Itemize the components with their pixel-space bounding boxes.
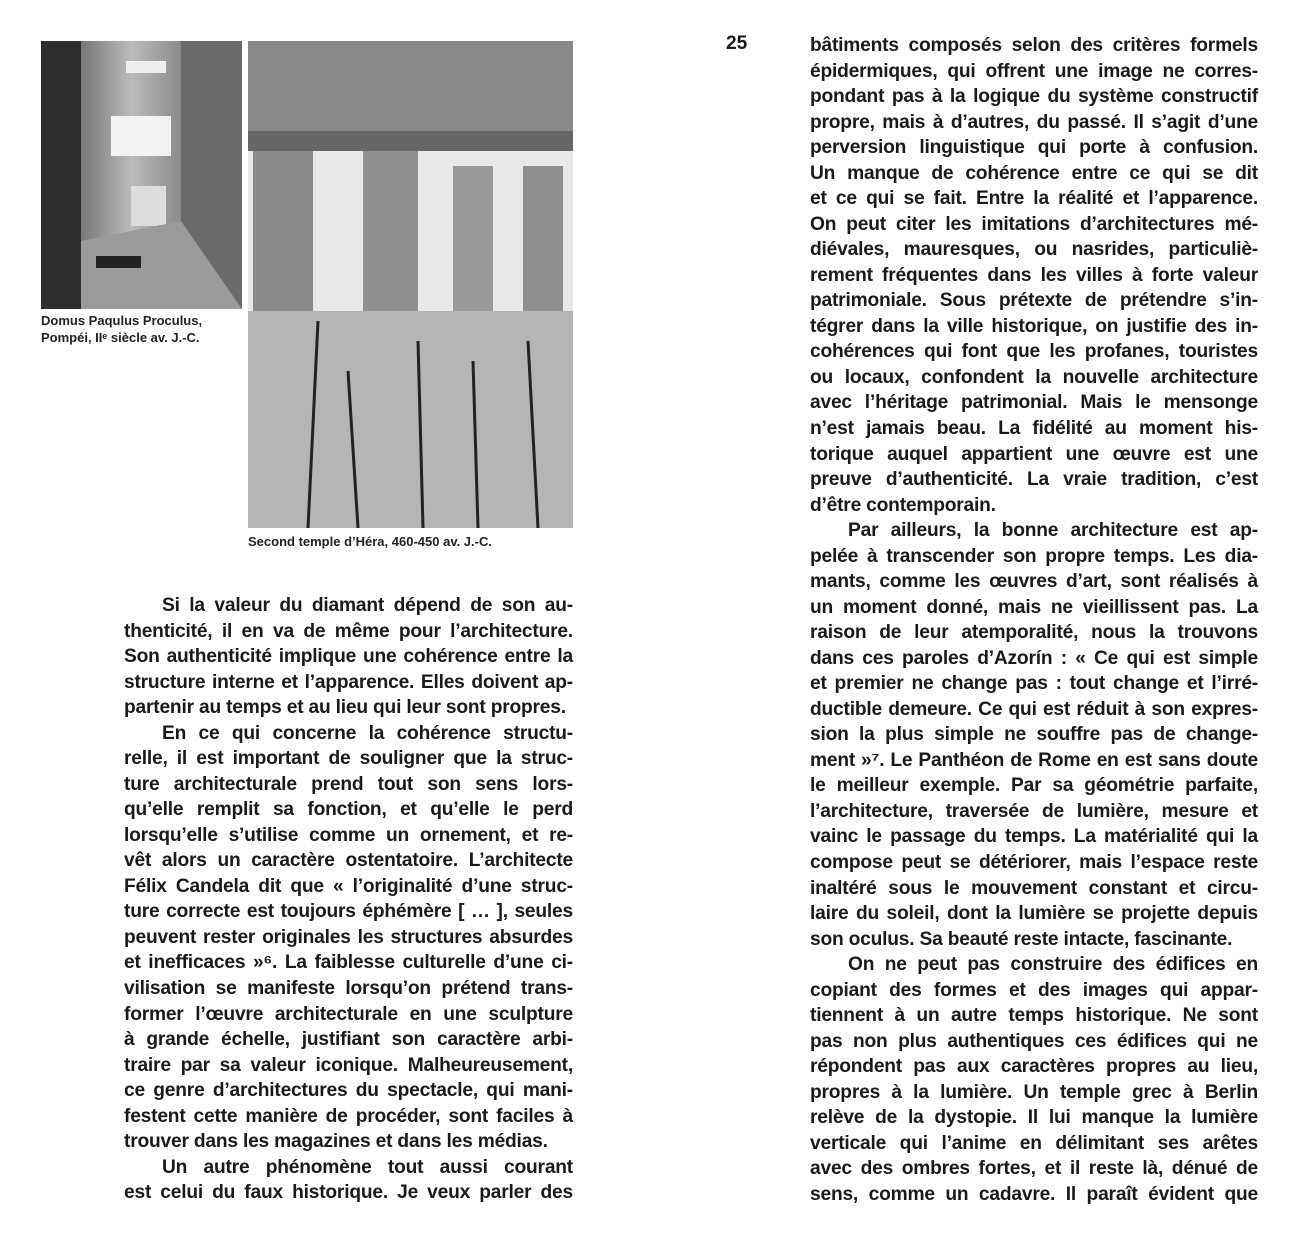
paragraph [810,518,1258,952]
paragraph [810,952,1258,1207]
text-line: ture architecturale prend tout son sens lors- [124,773,573,795]
text-line: épidermiques, qui offrent une image ne corres- [810,60,1258,82]
text-line: diévales, mauresques, ou nasrides, particuliè- [810,239,1258,261]
text-line: pelée à transcender son propre temps. Les dia- [810,545,1258,567]
text-line: verticale qui l’anime en délimitant ses arêtes [810,1132,1258,1154]
caption-line: Pompéi, IIᵉ siècle av. J.-C. [41,330,200,345]
text-line: mants, comme les œuvres d’art, sont réalisés à [810,571,1258,593]
text-line: relève de la dystopie. Il lui manque la lumière [810,1107,1258,1129]
page-number: 25 [726,33,748,54]
text-line: festent cette manière de procéder, sont faciles à [124,1105,573,1127]
text-line: structure interne et l’apparence. Elles doivent ap- [124,671,573,693]
text-line: patrimoniale. Sous prétexte de prétendre s’in- [810,290,1258,312]
caption-line: Domus Paqulus Proculus, [41,313,203,328]
text-line: tégrer dans la ville historique, on justifie des in- [810,315,1258,337]
text-line: compose peut se détériorer, mais l’espace reste [810,852,1258,873]
text-line: thenticité, il en va de même pour l’architecture. [124,620,573,642]
caption-line: Second temple d’Héra, 460-450 av. J.-C. [248,534,492,549]
text-line: traire par sa valeur iconique. Malheureusement, [124,1054,573,1076]
text-line: et premier ne change pas : tout change et l’irré- [810,673,1258,695]
text-line: sion la plus simple ne souffre pas de change- [810,724,1258,746]
right-text-column [810,33,1258,1207]
text-line: tiennent à un autre temps historique. Ne sont [810,1005,1258,1027]
photo-hera-temple [248,41,573,528]
text-line: inaltéré sous le mouvement constant et circu- [810,877,1258,899]
text-line: son oculus. Sa beauté reste intacte, fascinante. [810,928,1233,950]
text-line: On ne peut pas construire des édifices en [848,954,1258,976]
text-line: ce genre d’architectures du spectacle, qui mani- [124,1080,573,1102]
photo-domus-interior [41,41,242,309]
text-line: sens, comme un cadavre. Il paraît évident que [810,1183,1258,1205]
text-line: un moment donné, mais ne vieillissent pas. La [810,596,1258,618]
text-line: ou locaux, confondent la nouvelle architecture [810,366,1258,388]
figure-caption-hera [248,533,578,550]
text-line: Un manque de cohérence entre ce qui se dit [810,162,1258,184]
text-line: propres à la lumière. Un temple grec à Berlin [810,1081,1258,1103]
text-line: et ce qui se fait. Entre la réalité et l’apparence. [810,188,1258,210]
text-line: vainc le passage du temps. La matérialité qui la [810,826,1258,848]
text-line: d’être contemporain. [810,494,996,516]
text-line: On peut citer les imitations d’architectures mé- [810,213,1258,235]
text-line: lorsqu’elle s’utilise comme un ornement, et re- [124,824,573,846]
text-line: torique auquel appartient une œuvre est une [810,443,1258,465]
text-line: Un autre phénomène tout aussi courant [162,1156,573,1178]
text-line: peuvent rester originales les structures absurdes [124,926,573,948]
text-line: pondant pas à la logique du système constructif [810,86,1258,108]
text-line: répondent pas aux caractères propres au lieu, [810,1056,1258,1078]
text-line: pas non plus authentiques ces édifices qui ne [810,1030,1258,1052]
left-text-column [124,593,573,1206]
text-line: vilisation se manifeste lorsqu’on prétend trans- [124,977,573,999]
text-line: Félix Candela dit que « l’originalité d’une struc- [124,875,573,897]
text-line: copiant des formes et des images qui appar- [810,979,1258,1001]
text-line: Par ailleurs, la bonne architecture est ap- [848,520,1258,542]
text-line: dans ces paroles d’Azorín : « Ce qui est simple [810,647,1258,669]
text-line: partenir au temps et au lieu qui leur sont propres. [124,697,566,719]
text-line: propre, mais à d’autres, du passé. Il s’agit d’une [810,111,1258,133]
figure-caption-domus [41,312,241,346]
text-line: ture correcte est toujours éphémère [ … ], seules [124,901,573,923]
text-line: bâtiments composés selon des critères formels [810,35,1258,56]
paragraph [124,721,573,1155]
text-line: l’architecture, traversée de lumière, mesure et [810,800,1258,822]
text-line: perversion linguistique qui porte à confusion. [810,137,1258,159]
text-line: et inefficaces »⁶. La faiblesse culturelle d’une ci- [124,952,573,974]
text-line: avec l’héritage patrimonial. Mais le mensonge [810,392,1258,414]
text-line: trouver dans les magazines et dans les médias. [124,1131,548,1153]
text-line: à grande échelle, justifiant son caractère arbi- [124,1029,573,1051]
text-line: relle, il est important de souligner que la struc- [124,748,573,770]
text-line: ductible demeure. Ce qui est réduit à son expres- [810,698,1258,720]
text-line: vêt alors un caractère ostentatoire. L’architecte [124,850,573,872]
text-line: raison de leur atemporalité, nous la trouvons [810,622,1258,644]
text-line: qu’elle remplit sa fonction, et qu’elle le perd [124,799,573,821]
paragraph [124,1155,573,1206]
text-line: laire du soleil, dont la lumière se projette depuis [810,903,1258,925]
hera-temple-image [248,41,573,528]
text-line: preuve d’authenticité. La vraie tradition, c’est [810,469,1258,491]
text-line: est celui du faux historique. Je veux parler des [124,1182,573,1204]
text-line: le meilleur exemple. Par sa géométrie parfaite, [810,775,1258,797]
text-line: En ce qui concerne la cohérence structu- [162,722,573,744]
paragraph [124,593,573,721]
domus-interior-image [41,41,242,309]
text-line: avec des ombres fortes, et il reste là, dénué de [810,1158,1258,1180]
text-line: rement fréquentes dans les villes à forte valeur [810,264,1258,286]
text-line: former l’œuvre architecturale en une sculpture [124,1003,573,1025]
text-line: Son authenticité implique une cohérence entre la [124,646,573,668]
text-line: ment »⁷. Le Panthéon de Rome en est sans doute [810,749,1258,771]
text-line: n’est jamais beau. La fidélité au moment his- [810,417,1258,439]
text-line: cohérences qui font que les profanes, touristes [810,341,1258,363]
text-line: Si la valeur du diamant dépend de son au- [162,595,573,616]
paragraph [810,33,1258,518]
